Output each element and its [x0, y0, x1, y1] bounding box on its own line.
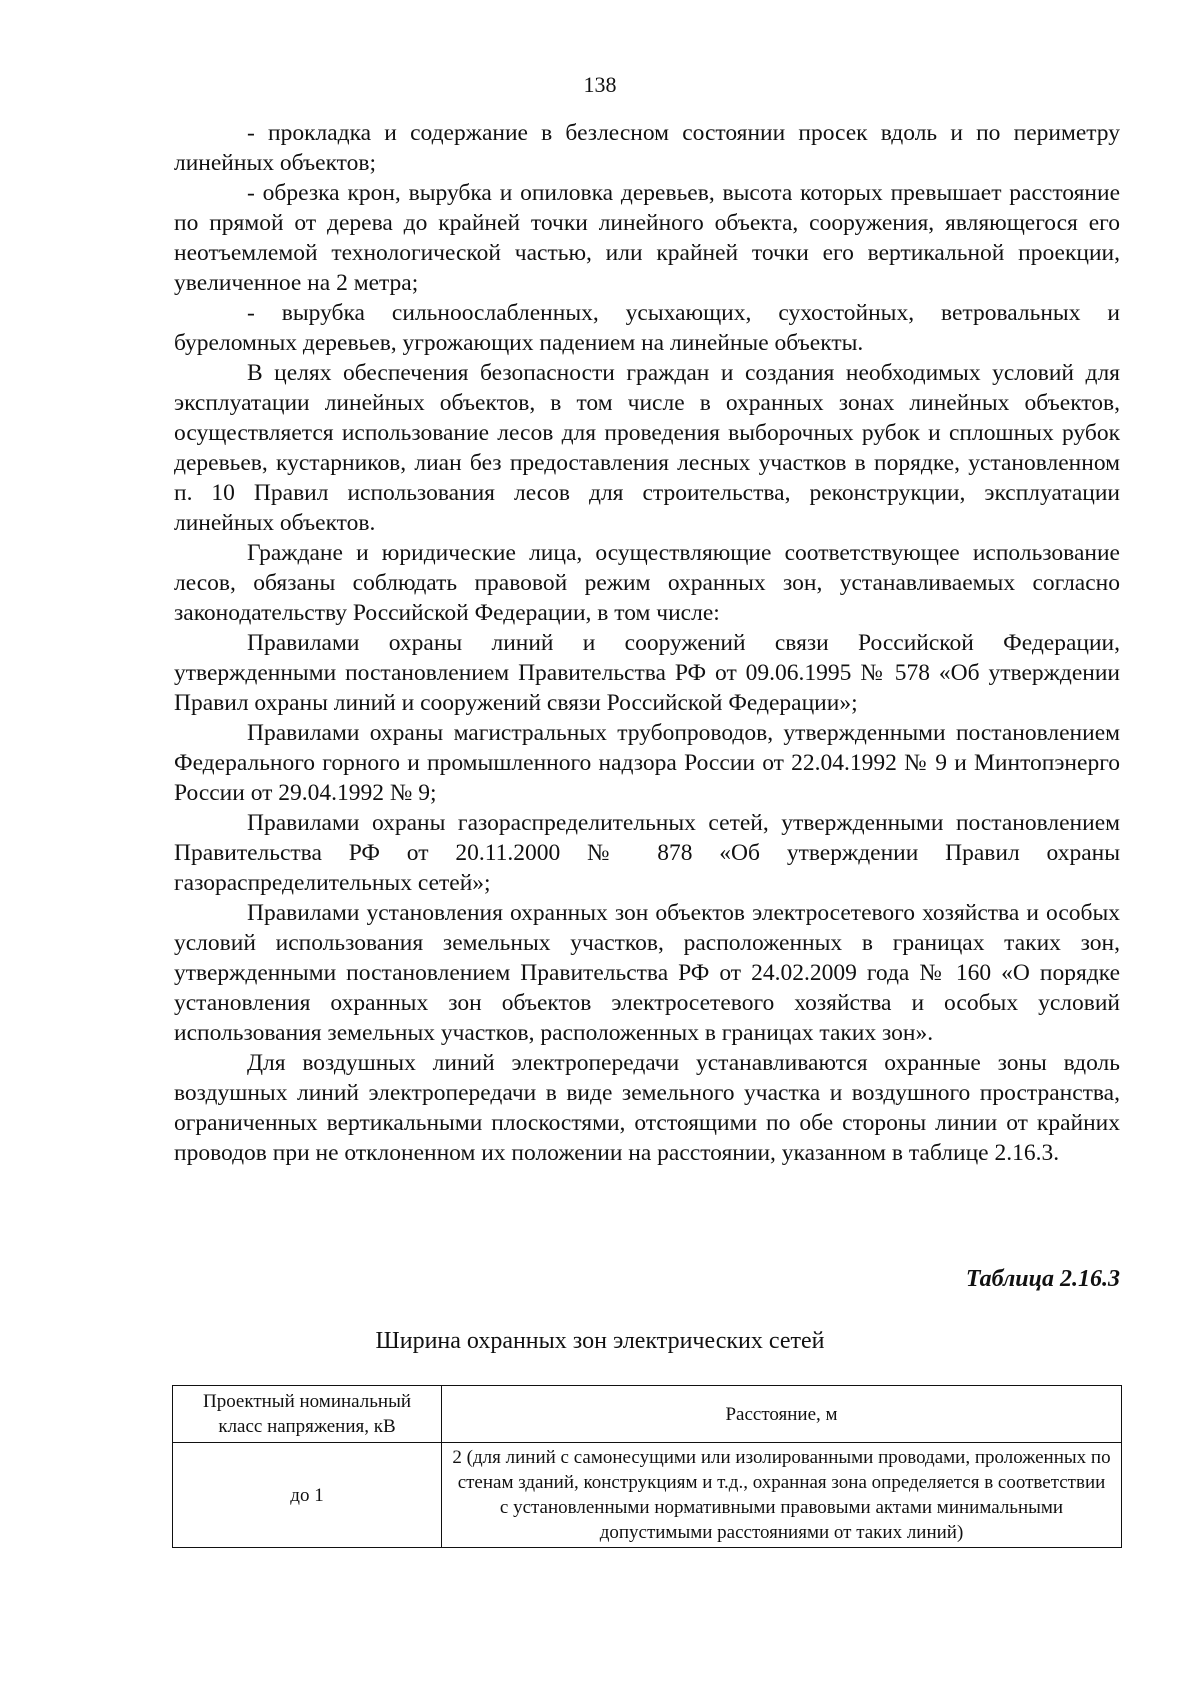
paragraph: Правилами установления охранных зон объектов электросетевого хозяйства и особых условий использования земельных участков, расположенных в границах таких зон, утвержденными постановлением Правительства РФ от 24.02.2009 года № 160 «О порядке установления охранных зон объектов электросетевого хозяйства и особых условий использования земельных участков, расположенных в границах таких зон». [174, 900, 1120, 1046]
cell-voltage-class: до 1 [173, 1443, 442, 1548]
paragraph: В целях обеспечения безопасности граждан и создания необходимых условий для эксплуатации линейных объектов, в том числе в охранных зонах линейных объектов, осуществляется использование лесов для проведения выборочных рубок и сплошных рубок деревьев, кустарников, лиан без предоставления лесных участков в порядке, установленном п. 10 Правил использования лесов для строительства, реконструкции, эксплуатации линейных объектов. [174, 360, 1120, 536]
cell-distance: 2 (для линий с самонесущими или изолированными проводами, проложенных по стенам зданий, конструкциям и т.д., охранная зона определяется в соответствии с установленными нормативными правовыми актами минимальными допустимыми расстояниями от таких линий) [442, 1443, 1122, 1548]
paragraph: Граждане и юридические лица, осуществляющие соответствующее использование лесов, обязаны соблюдать правовой режим охранных зон, устанавливаемых согласно законодательству Российской Федерации, в том числе: [174, 540, 1120, 626]
table-title: Ширина охранных зон электрических сетей [375, 1328, 825, 1354]
page-number: 138 [583, 72, 617, 97]
body-text [174, 118, 1120, 1168]
header-distance: Расстояние, м [442, 1386, 1122, 1443]
paragraph: - обрезка крон, вырубка и опиловка деревьев, высота которых превышает расстояние по прямой от дерева до крайней точки линейного объекта, сооружения, являющегося его неотъемлемой технологической частью, или крайней точки его вертикальной проекции, увеличенное на 2 метра; [174, 180, 1120, 296]
table-label: Таблица 2.16.3 [965, 1266, 1120, 1292]
table-row [173, 1443, 1122, 1548]
protection-zones-table [172, 1385, 1122, 1548]
paragraph: Для воздушных линий электропередачи устанавливаются охранные зоны вдоль воздушных линий электропередачи в виде земельного участка и воздушного пространства, ограниченных вертикальными плоскостями, отстоящими по обе стороны линии от крайних проводов при не отклоненном их положении на расстоянии, указанном в таблице 2.16.3. [174, 1050, 1120, 1166]
paragraph: Правилами охраны магистральных трубопроводов, утвержденными постановлением Федерального горного и промышленного надзора России от 22.04.1992 № 9 и Минтопэнерго России от 29.04.1992 № 9; [174, 720, 1120, 806]
paragraph: - прокладка и содержание в безлесном состоянии просек вдоль и по периметру линейных объектов; [174, 120, 1120, 176]
table-header-row [173, 1386, 1122, 1443]
header-voltage-class: Проектный номинальный класс напряжения, кВ [173, 1386, 442, 1443]
paragraph: Правилами охраны газораспределительных сетей, утвержденными постановлением Правительства РФ от 20.11.2000 № 878 «Об утверждении Правил охраны газораспределительных сетей»; [174, 810, 1120, 896]
paragraph: - вырубка сильноослабленных, усыхающих, сухостойных, ветровальных и буреломных деревьев, угрожающих падением на линейные объекты. [174, 300, 1120, 356]
paragraph: Правилами охраны линий и сооружений связи Российской Федерации, утвержденными постановлением Правительства РФ от 09.06.1995 № 578 «Об утверждении Правил охраны линий и сооружений связи Российской Федерации»; [174, 630, 1120, 716]
